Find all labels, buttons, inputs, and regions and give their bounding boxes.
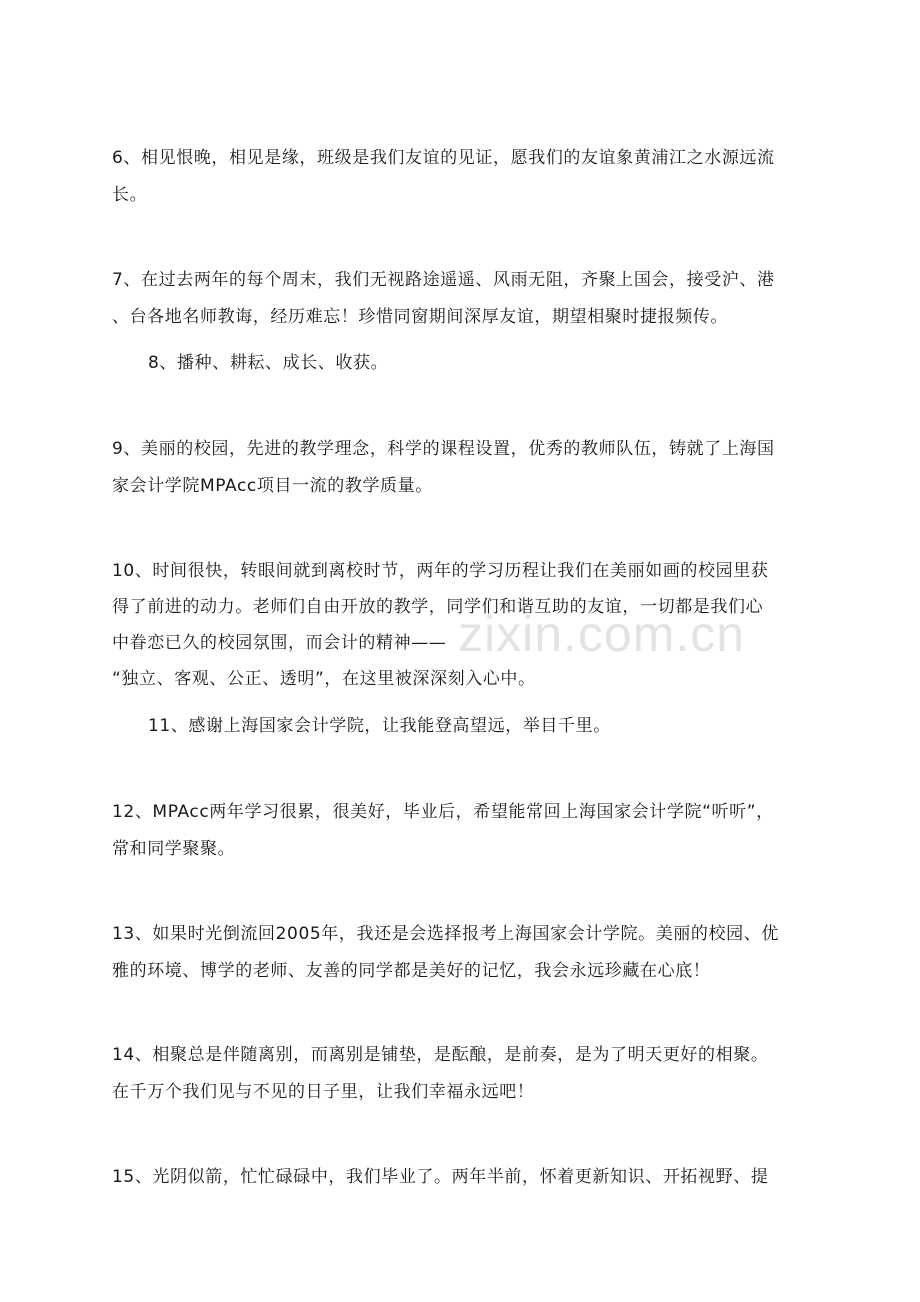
- text-line: 11、感谢上海国家会计学院，让我能登高望远，举目千里。: [148, 716, 611, 736]
- text-line: 12、MPAcc两年学习很累，很美好，毕业后，希望能常回上海国家会计学院“听听”，: [112, 802, 774, 822]
- text-line: 家会计学院MPAcc项目一流的教学质量。: [112, 476, 433, 496]
- text-line: 14、相聚总是伴随离别，而离别是铺垫，是酝酿，是前奏，是为了明天更好的相聚。: [112, 1045, 769, 1065]
- text-line: 6、相见恨晚，相见是缘，班级是我们友谊的见证，愿我们的友谊象黄浦江之水源远流: [112, 148, 775, 168]
- text-line: 中眷恋已久的校园氛围，而会计的精神——: [112, 633, 447, 653]
- text-line: 13、如果时光倒流回2005年，我还是会选择报考上海国家会计学院。美丽的校园、优: [112, 924, 779, 944]
- text-line: 15、光阴似箭，忙忙碌碌中，我们毕业了。两年半前，怀着更新知识、开拓视野、提: [112, 1167, 769, 1187]
- text-line: 雅的环境、博学的老师、友善的同学都是美好的记忆，我会永远珍藏在心底！: [112, 961, 711, 981]
- text-line: 10、时间很快，转眼间就到离校时节，两年的学习历程让我们在美丽如画的校园里获: [112, 561, 769, 581]
- text-line: 得了前进的动力。老师们自由开放的教学，同学们和谐互助的友谊，一切都是我们心: [112, 597, 764, 617]
- text-line: 7、在过去两年的每个周末，我们无视路途遥遥、风雨无阻，齐聚上国会，接受沪、港: [112, 270, 775, 290]
- text-line: 8、播种、耕耘、成长、收获。: [148, 353, 389, 373]
- text-line: 、台各地名师教诲，经历难忘！珍惜同窗期间深厚友谊，期望相聚时捷报频传。: [112, 307, 728, 327]
- text-line: 常和同学聚聚。: [112, 839, 236, 859]
- text-line: 长。: [112, 185, 148, 205]
- watermark-text: zixin.com.cn: [458, 606, 746, 662]
- text-line: “独立、客观、公正、透明”，在这里被深深刻入心中。: [112, 669, 536, 689]
- text-line: 9、美丽的校园，先进的教学理念，科学的课程设置，优秀的教师队伍，铸就了上海国: [112, 439, 775, 459]
- text-line: 在千万个我们见与不见的日子里，让我们幸福永远吧！: [112, 1082, 535, 1102]
